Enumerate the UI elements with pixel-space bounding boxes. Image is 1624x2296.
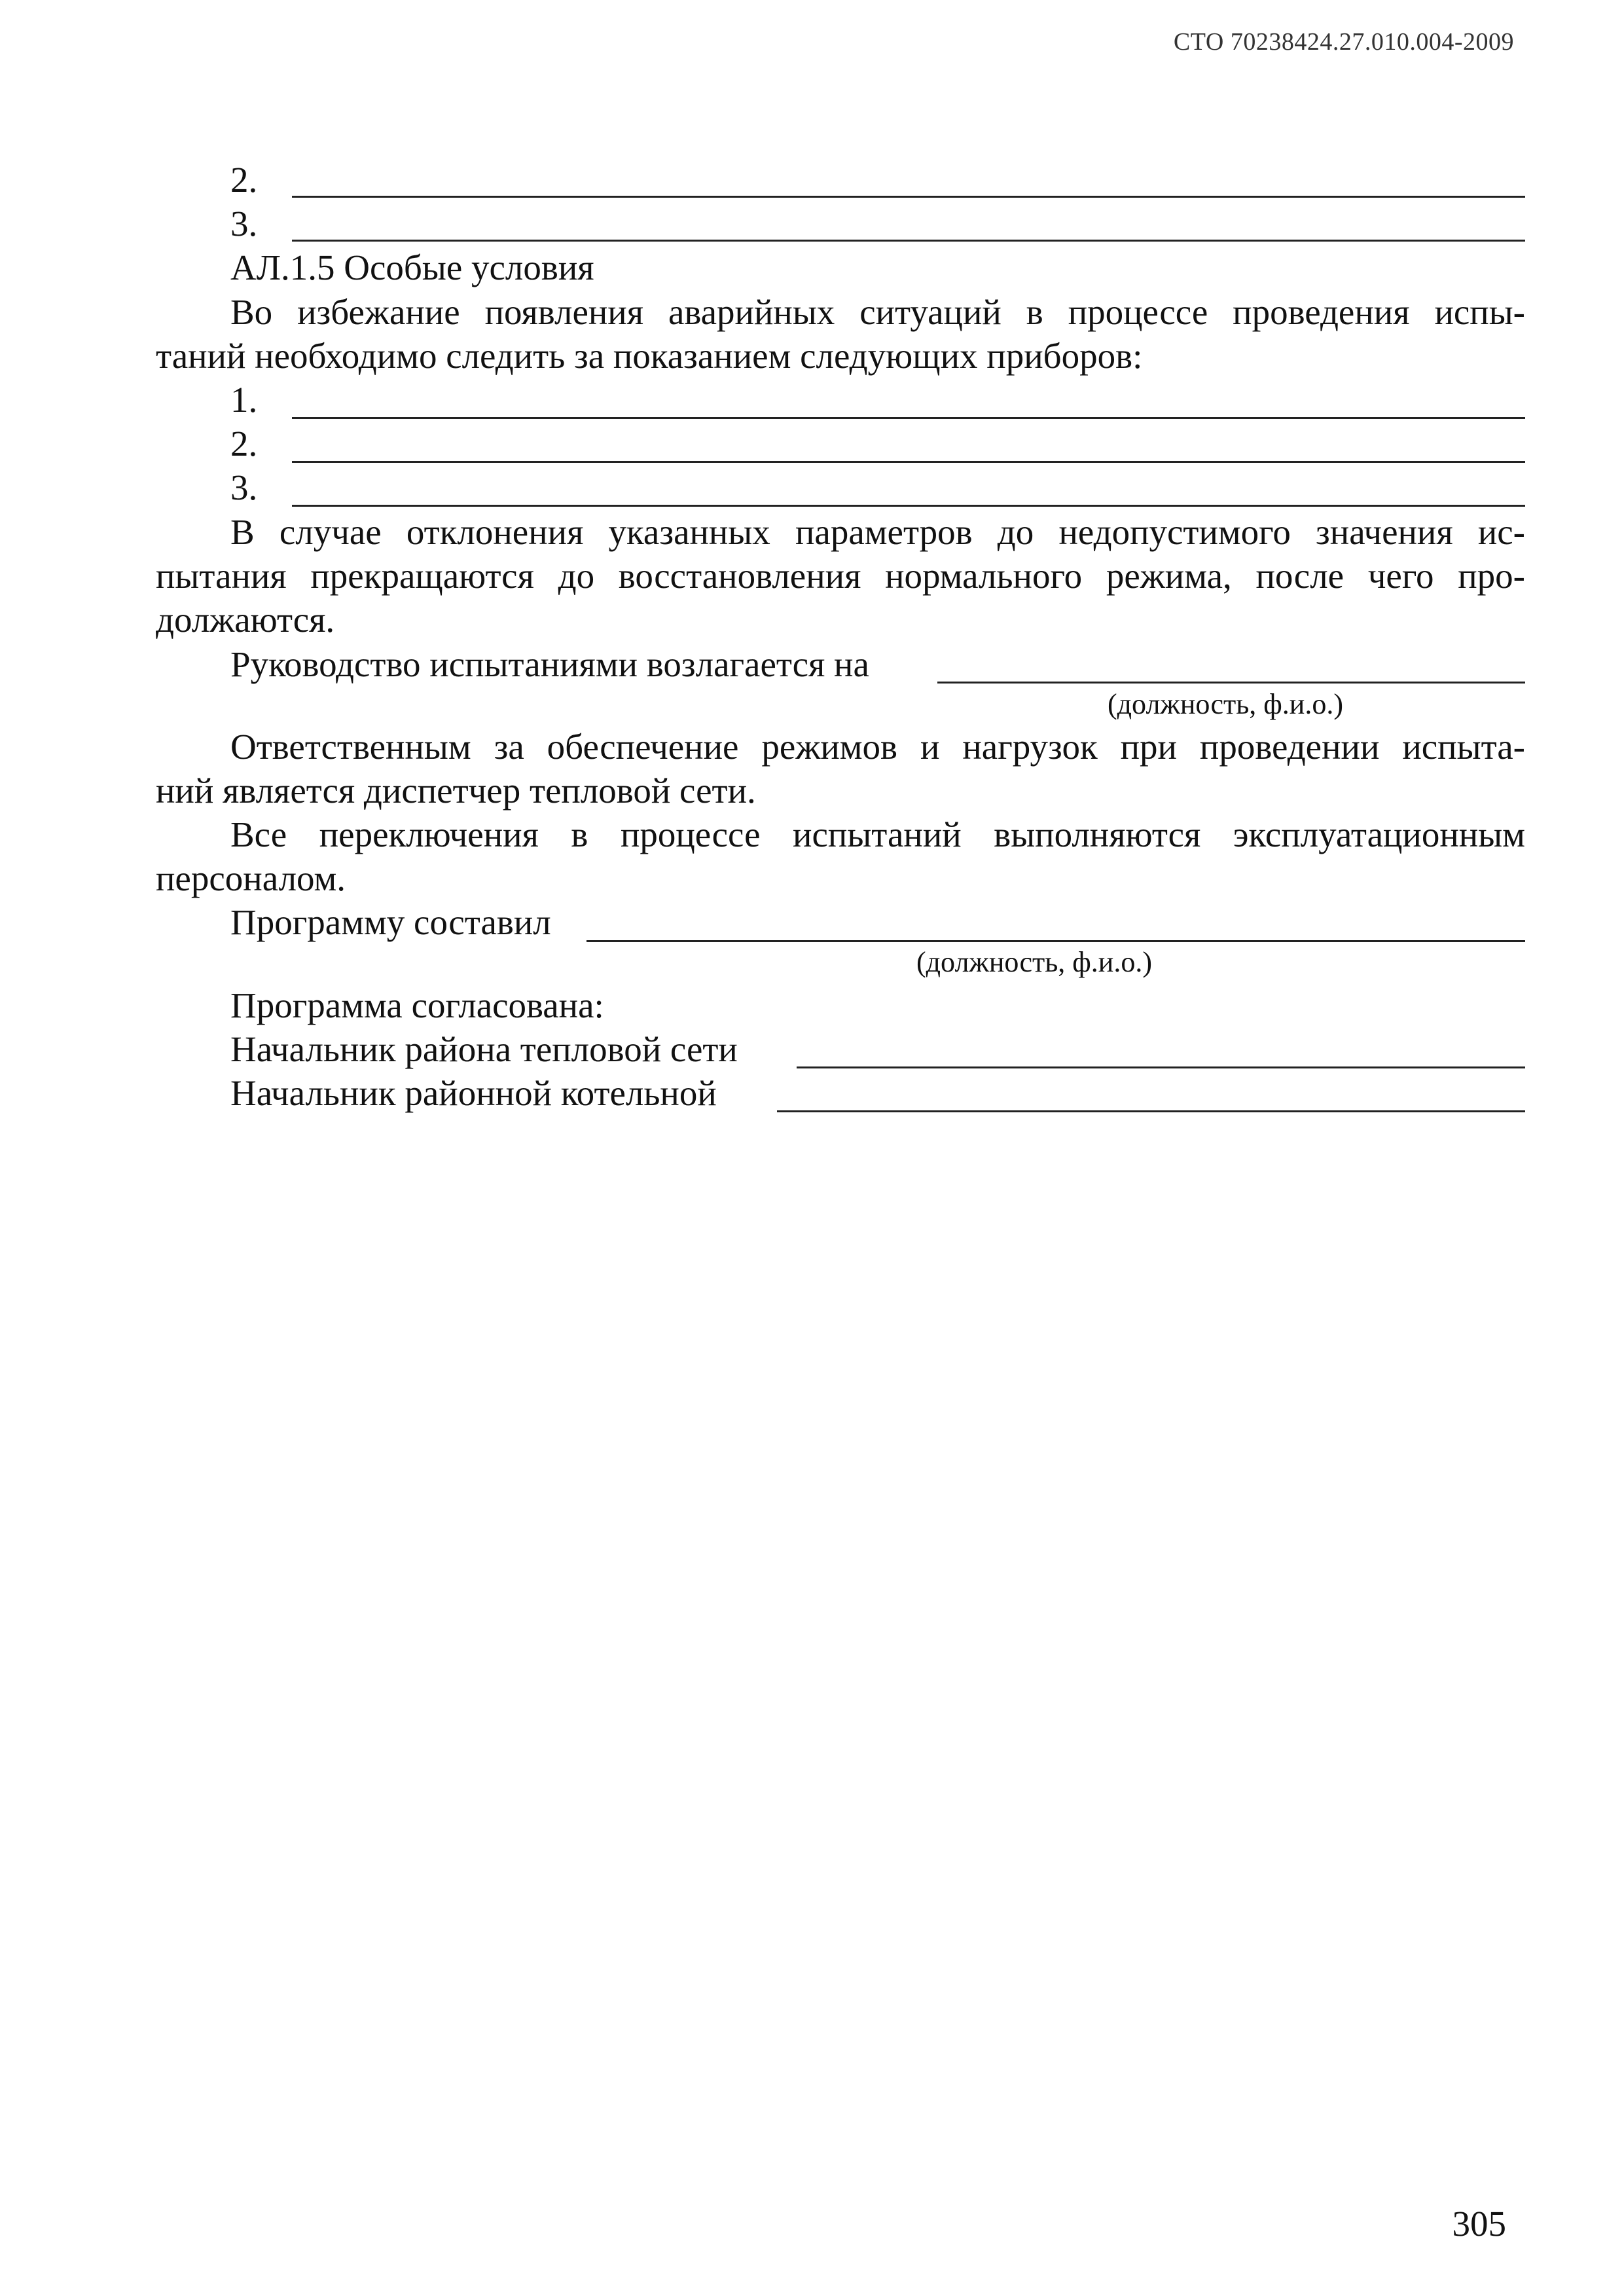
paragraph-line: Ответственным за обеспечение режимов и нагрузок при проведении испыта- — [230, 727, 1525, 767]
boiler-head-label: Начальник районной котельной — [230, 1073, 717, 1113]
list-item-number: 1. — [230, 380, 258, 420]
management-fill-line — [937, 682, 1525, 683]
paragraph-line: таний необходимо следить за показанием следующих приборов: — [156, 336, 1143, 376]
compiled-by-fill-line — [586, 940, 1525, 942]
page-number: 305 — [1452, 2204, 1506, 2244]
list-item-number: 2. — [230, 160, 258, 200]
position-name-caption: (должность, ф.и.о.) — [1108, 688, 1343, 720]
district-head-label: Начальник района тепловой сети — [230, 1029, 738, 1069]
fill-in-line — [292, 196, 1525, 198]
paragraph-line: Все переключения в процессе испытаний выполняются эксплуатационным — [230, 814, 1525, 854]
fill-in-line — [292, 461, 1525, 463]
paragraph-line: ний является диспетчер тепловой сети. — [156, 771, 756, 811]
compiled-by-label: Программу составил — [230, 902, 551, 942]
fill-in-line — [292, 505, 1525, 507]
paragraph-line: Во избежание появления аварийных ситуаций в процессе проведения испы- — [230, 292, 1525, 332]
paragraph-line: должаются. — [156, 600, 335, 640]
list-item-number: 3. — [230, 204, 258, 244]
fill-in-line — [292, 417, 1525, 419]
paragraph-line: персоналом. — [156, 858, 346, 898]
list-item-number: 3. — [230, 467, 258, 507]
agreed-title: Программа согласована: — [230, 985, 604, 1025]
section-title: АЛ.1.5 Особые условия — [230, 247, 594, 287]
paragraph-line: пытания прекращаются до восстановления нормального режима, после чего про- — [156, 556, 1525, 596]
boiler-head-fill-line — [777, 1110, 1525, 1112]
district-head-fill-line — [797, 1066, 1525, 1068]
fill-in-line — [292, 240, 1525, 242]
position-name-caption: (должность, ф.и.о.) — [916, 946, 1152, 978]
document-code-header: СТО 70238424.27.010.004-2009 — [1173, 28, 1514, 56]
list-item-number: 2. — [230, 424, 258, 464]
paragraph-line: В случае отклонения указанных параметров до недопустимого значения ис- — [230, 512, 1525, 552]
management-label: Руководство испытаниями возлагается на — [230, 644, 869, 684]
